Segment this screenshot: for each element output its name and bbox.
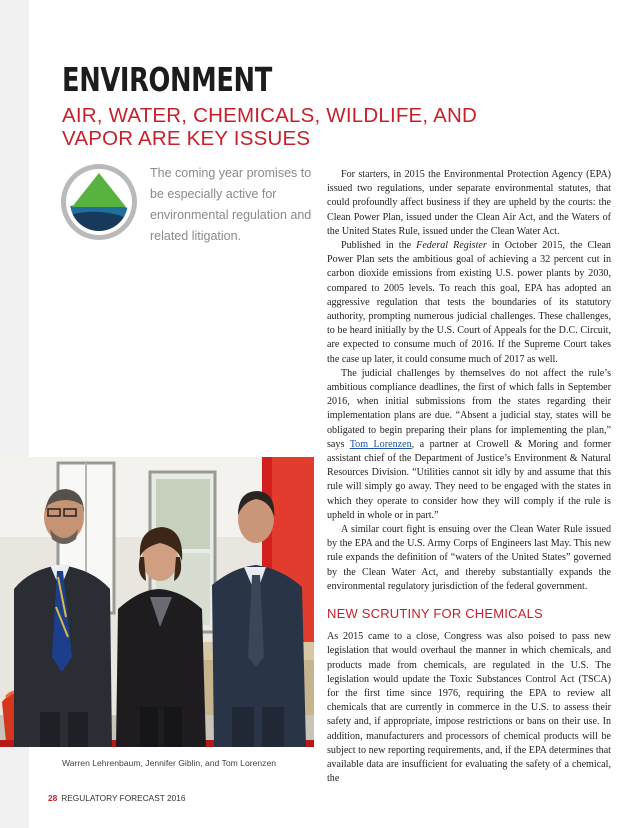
environment-triangle-icon <box>60 163 138 241</box>
pull-quote: The coming year promises to be especially active for environmental regulation and related litigation. <box>150 166 312 243</box>
body-text: The judicial challenges by themselves do not affect the rule’s ambitious compliance deadlines, the first of which falls in September 2016, when initial submissions from the states regarding their implementation plans are due. “Absent a judicial stay, states will be obligated to begin preparing their plans for implementing the plan,” says <box>327 367 611 450</box>
team-photo <box>0 457 314 747</box>
photo-caption: Warren Lehrenbaum, Jennifer Giblin, and Tom Lorenzen <box>62 758 277 768</box>
section-heading: NEW SCRUTINY FOR CHEMICALS <box>327 606 543 622</box>
publication-name: REGULATORY FORECAST 2016 <box>61 793 186 803</box>
footer <box>48 793 185 803</box>
article-body <box>327 168 611 786</box>
body-paragraph: As 2015 came to a close, Congress was also poised to pass new legislation that would overhaul the manner in which chemicals, and products made from chemicals, are regulated in the U.S. The legislation would update the Toxic Substances Control Act (TSCA) for the first time since 1976, requiring the EPA to review all chemicals that are currently in commerce in the U.S. to assess their safety and, if appropriate, impose restrictions or bans on their use. In addition, manufacturers and processors of chemical products will be subject to new reporting requirements, and, if the EPA determines that available data are insufficient for evaluating the safety of a chemical, the <box>327 631 611 785</box>
body-text: in October 2015, the Clean Power Plan sets the ambitious goal of achieving a 32 percent cut in carbon dioxide emissions from existing U.S. power plants by 2030, compared to 2005 levels. To reach this goal, EPA has adopted an aggressive regulation that tests the boundaries of its statutory authority, prompting numerous judicial challenges. These challenges, to be heard initially by the U.S. Court of Appeals for the D.C. Circuit, are expected to consume much of 2016. If the Supreme Court takes the case up later, it could consume much of 2017 as well. <box>327 240 611 365</box>
body-paragraph: For starters, in 2015 the Environmental Protection Agency (EPA) issued two regulations, under separate environmental statutes, that could profoundly affect business if they are upheld by the courts: the Clean Power Plan, issued under the Clean Air Act, and the Waters of the United States Rule, issued under the Clean Water Act. <box>327 169 611 237</box>
tom-lorenzen-link[interactable]: Tom Lorenzen <box>349 438 412 450</box>
body-paragraph: A similar court fight is ensuing over the Clean Water Rule issued by the EPA and the U.S. Army Corps of Engineers last May. This new rule expands the definition of “waters of the United States” governed by the Clean Water Act, and thereby substantially expands the environmental regulatory jurisdiction of the federal government. <box>327 524 611 592</box>
publication-name: Federal Register <box>416 240 487 252</box>
body-paragraph <box>327 367 611 523</box>
body-text: Published in the <box>341 240 417 252</box>
page-title: ENVIRONMENT <box>62 60 272 99</box>
body-paragraph <box>327 239 611 367</box>
page-subtitle: AIR, WATER, CHEMICALS, WILDLIFE, AND VAPOR ARE KEY ISSUES <box>62 104 477 150</box>
body-text: , a partner at Crowell & Moring and former assistant chief of the Department of Justice’s Environment & Natural Resources Division. “Utilities cannot sit idly by and assume that this rule will simply go away. They need to be engaged with the states in which they operate to consider how they will comply if the rule is upheld in whole or in part.” <box>327 438 611 521</box>
page-number: 28 <box>48 793 58 803</box>
